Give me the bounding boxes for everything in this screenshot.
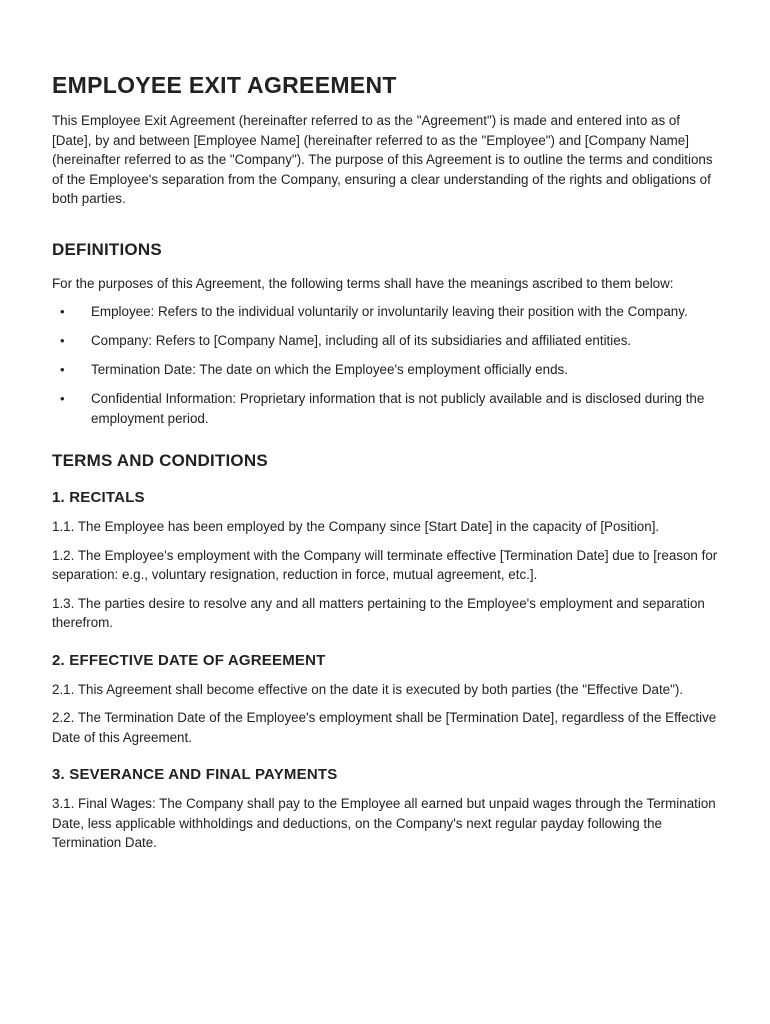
clause-2-1: 2.1. This Agreement shall become effective on the date it is executed by both parties (the "Effective Date"). xyxy=(52,681,684,697)
document-title: EMPLOYEE EXIT AGREEMENT xyxy=(52,72,397,98)
definitions-heading: DEFINITIONS xyxy=(52,239,162,259)
definitions-list xyxy=(52,302,718,428)
clause-1-3: 1.3. The parties desire to resolve any and all matters pertaining to the Employee's employment and separation therefrom. xyxy=(52,595,705,630)
definition-item xyxy=(52,331,718,351)
clause-1-2: 1.2. The Employee's employment with the Company will terminate effective [Termination Date] due to [reason for separation: e.g., voluntary resignation, reduction in force, mutual agreement, etc.]. xyxy=(52,547,718,582)
bullet-icon: • xyxy=(60,391,65,406)
definition-item xyxy=(52,360,718,380)
definition-item xyxy=(52,302,718,322)
bullet-icon: • xyxy=(60,333,65,348)
clause-1-1: 1.1. The Employee has been employed by the Company since [Start Date] in the capacity of [Position]. xyxy=(52,519,660,534)
clause-3-1: 3.1. Final Wages: The Company shall pay to the Employee all earned but unpaid wages through the Termination Date, less applicable withholdings and deductions, on the Company's next regular payday following the Termination Date. xyxy=(52,796,716,850)
effective-date-heading: 2. EFFECTIVE DATE OF AGREEMENT xyxy=(52,651,326,669)
severance-heading: 3. SEVERANCE AND FINAL PAYMENTS xyxy=(52,766,338,783)
terms-heading: TERMS AND CONDITIONS xyxy=(52,451,268,470)
definition-item xyxy=(52,389,718,428)
clause-2-2: 2.2. The Termination Date of the Employee's employment shall be [Termination Date], regardless of the Effective Date of this Agreement. xyxy=(52,710,717,745)
definition-text: Company: Refers to [Company Name], including all of its subsidiaries and affiliated entities. xyxy=(91,333,632,348)
definition-text: Employee: Refers to the individual voluntarily or involuntarily leaving their position with the Company. xyxy=(91,304,688,319)
bullet-icon: • xyxy=(60,362,65,377)
definitions-lead: For the purposes of this Agreement, the following terms shall have the meanings ascribed to them below: xyxy=(52,275,674,291)
bullet-icon: • xyxy=(60,304,65,319)
definition-text: Termination Date: The date on which the Employee's employment officially ends. xyxy=(91,362,568,377)
recitals-heading: 1. RECITALS xyxy=(52,489,145,506)
intro-paragraph: This Employee Exit Agreement (hereinafter referred to as the "Agreement") is made and entered into as of [Date], by and between [Employee Name] (hereinafter referred to as the "Employee") and [Company Name] (hereinafter referred to as the "Company"). The purpose of this Agreement is to outline the terms and conditions of the Employee's separation from the Company, ensuring a clear understanding of the rights and obligations of both parties. xyxy=(52,113,713,206)
definition-text: Confidential Information: Proprietary information that is not publicly available and is disclosed during the employment period. xyxy=(91,391,705,426)
